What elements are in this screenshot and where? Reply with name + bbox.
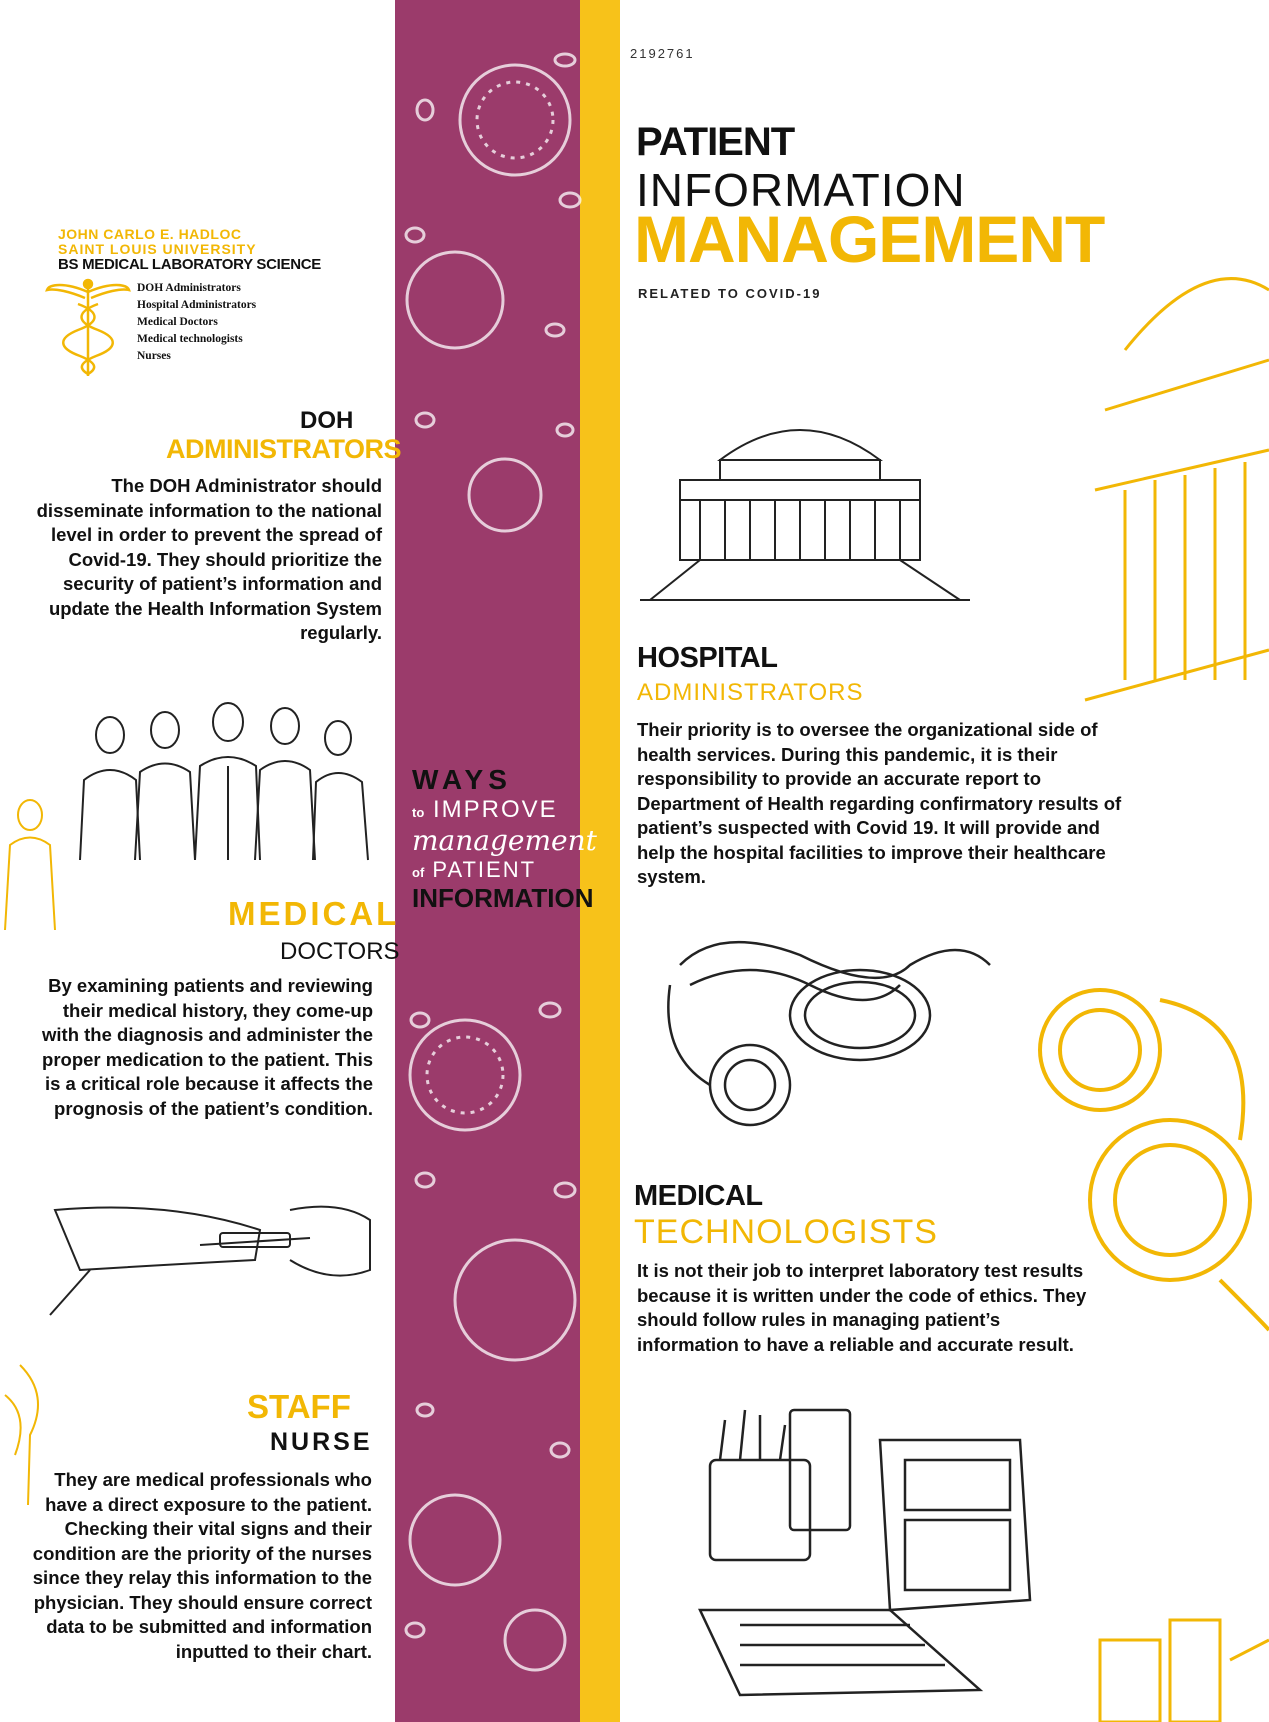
role-item: Nurses bbox=[137, 350, 171, 362]
role-item: Medical technologists bbox=[137, 333, 243, 345]
building-sketch-yellow bbox=[1085, 230, 1269, 710]
role-item: Medical Doctors bbox=[137, 316, 218, 328]
roles-list bbox=[137, 280, 256, 365]
medtech-heading-1: MEDICAL bbox=[634, 1180, 763, 1212]
nurse-text: They are medical professionals who have a direct exposure to the patient. Checking their vital signs and their condition are the priority of the nurses since they relay this information to the physician. They should ensure correct data to be submitted and information inputted to their chart. bbox=[32, 1469, 372, 1662]
doh-heading-2: ADMINISTRATORS bbox=[166, 434, 401, 464]
building-sketch bbox=[640, 400, 970, 605]
ways-information: INFORMATION bbox=[412, 883, 594, 913]
bulb-sketch-yellow bbox=[0, 1355, 60, 1515]
nurse-sketch-yellow bbox=[0, 785, 60, 935]
caduceus-icon bbox=[45, 278, 131, 378]
stethoscope-sketch bbox=[660, 925, 1010, 1145]
author-university: SAINT LOUIS UNIVERSITY bbox=[58, 241, 257, 257]
books-sketch-yellow bbox=[1090, 1600, 1269, 1722]
virus-icon bbox=[410, 1495, 500, 1585]
ways-block bbox=[412, 764, 612, 914]
title-line-2: INFORMATION bbox=[636, 164, 966, 216]
virus-icon bbox=[407, 252, 503, 348]
ways-title: WAYS bbox=[412, 764, 512, 795]
doctors-text: By examining patients and reviewing their medical history, they come-up with the diagnosis and administer the proper medication to the patient. This is a critical role because it affects the prognosis of the patient’s condition. bbox=[42, 975, 373, 1119]
nurse-heading-2: NURSE bbox=[270, 1428, 373, 1456]
subtitle: RELATED TO COVID-19 bbox=[638, 286, 822, 301]
medtech-heading-2: TECHNOLOGISTS bbox=[634, 1213, 938, 1251]
ways-of: of bbox=[412, 865, 425, 880]
virus-icon bbox=[469, 459, 541, 531]
title-line-1: PATIENT bbox=[636, 120, 795, 164]
laptop-sketch bbox=[680, 1400, 1060, 1700]
ways-improve: IMPROVE bbox=[432, 796, 558, 823]
author-name: JOHN CARLO E. HADLOC bbox=[58, 226, 242, 242]
ways-patient: PATIENT bbox=[432, 857, 537, 882]
document-id: 2192761 bbox=[630, 46, 695, 61]
doctors-heading-1: MEDICAL bbox=[228, 895, 400, 932]
medtech-text: It is not their job to interpret laboratory test results because it is written under the code of ethics. They should follow rules in managing patient’s information to have a reliable and accurate result. bbox=[637, 1260, 1087, 1355]
hospital-text: Their priority is to oversee the organizational side of health services. During this pandemic, it is their responsibility to provide an accurate report to Department of Health regarding confirmatory results of patient’s suspected with Covid 19. It will provide and help the hospital facilities to improve their healthcare system. bbox=[637, 719, 1122, 887]
people-sketch bbox=[70, 700, 385, 865]
role-item: Hospital Administrators bbox=[137, 299, 257, 311]
doh-text: The DOH Administrator should disseminate information to the national level in order to prevent the spread of Covid-19. They should prioritize the security of patient’s information and update the Health Information System regularly. bbox=[36, 475, 382, 643]
author-block bbox=[58, 226, 348, 274]
doh-heading-1: DOH bbox=[300, 407, 354, 434]
role-item: DOH Administrators bbox=[137, 282, 241, 294]
hospital-heading-2: ADMINISTRATORS bbox=[637, 679, 864, 706]
author-course: BS MEDICAL LABORATORY SCIENCE bbox=[58, 256, 321, 273]
injection-sketch bbox=[50, 1190, 375, 1315]
title-line-3: MANAGEMENT bbox=[634, 202, 1105, 276]
nurse-heading-1: STAFF bbox=[247, 1388, 351, 1425]
hospital-heading-1: HOSPITAL bbox=[637, 642, 778, 674]
doctors-heading-2: DOCTORS bbox=[280, 938, 400, 965]
ways-to: to bbox=[412, 805, 425, 820]
ways-management: management bbox=[412, 824, 597, 857]
virus-icon bbox=[505, 1610, 565, 1670]
virus-icon bbox=[455, 1240, 575, 1360]
